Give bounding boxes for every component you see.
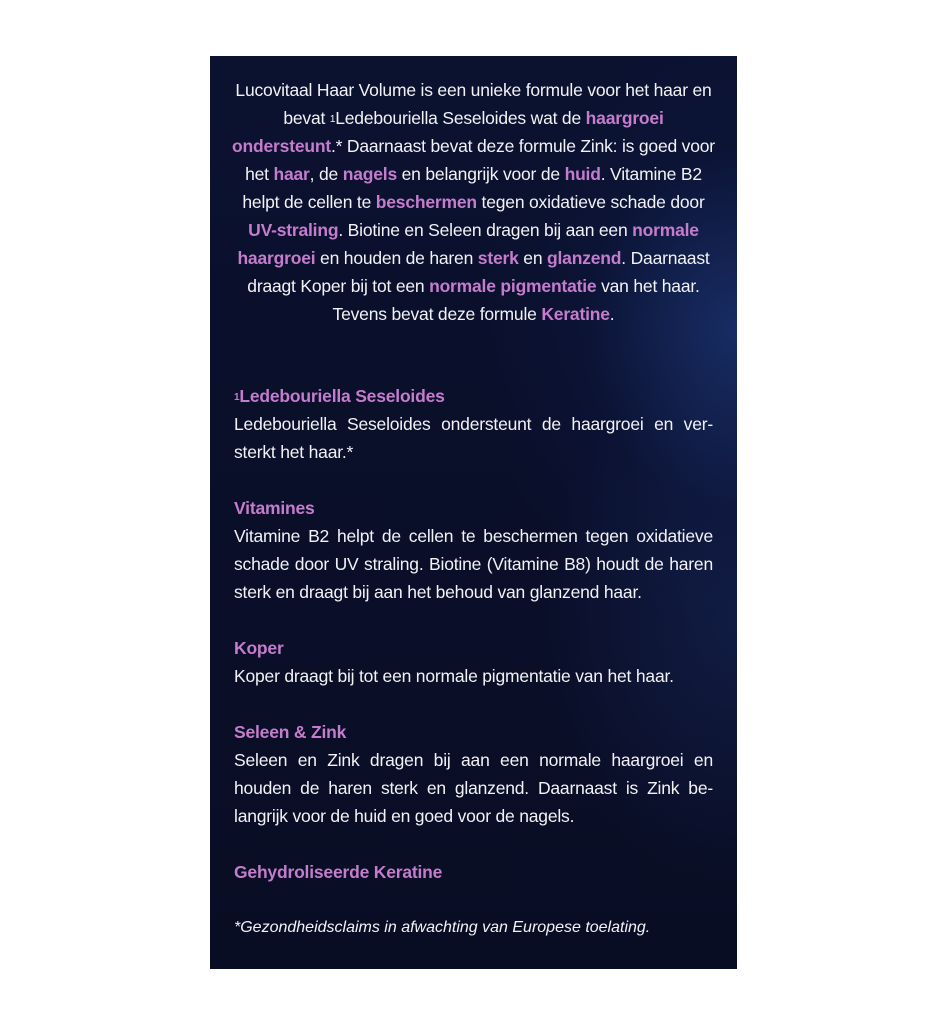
intro-text: . Daarnaast draagt Koper bij tot een bbox=[247, 248, 710, 296]
section-title: Seleen & Zink bbox=[234, 722, 347, 742]
intro-text: , de bbox=[309, 164, 343, 184]
highlight-beschermen: beschermen bbox=[375, 192, 477, 212]
highlight-nagels: nagels bbox=[342, 164, 397, 184]
section-title: Vitamines bbox=[234, 498, 315, 518]
product-info-panel bbox=[210, 56, 737, 969]
footnote-disclaimer: *Gezondheidsclaims in afwachting van Europese toelating. bbox=[234, 919, 651, 936]
section-body: Vitamine B2 helpt de cellen te beschermen tegen oxidatieve schade door UV straling. Biotine (Vitamine B8) houdt de haren sterk en draagt bij aan het behoud van glanzend haar. bbox=[234, 526, 713, 602]
highlight-glanzend: glanzend bbox=[547, 248, 622, 268]
highlight-huid: huid bbox=[564, 164, 601, 184]
section-title-text: Ledebouriella Seseloides bbox=[239, 386, 445, 406]
section-title bbox=[234, 382, 713, 410]
section-vitamines bbox=[234, 494, 713, 606]
intro-text: . bbox=[609, 304, 615, 324]
footnote-marker: 1 bbox=[234, 392, 240, 403]
section-title: Koper bbox=[234, 638, 284, 658]
highlight-haar: haar bbox=[273, 164, 310, 184]
intro-text: tegen oxidatieve schade door bbox=[476, 192, 705, 212]
intro-text: en houden de haren bbox=[315, 248, 478, 268]
highlight-uv-straling: UV-straling bbox=[248, 220, 339, 240]
intro-text: .* Daarnaast bevat deze formule Zink: is goed voor het bbox=[245, 136, 715, 184]
intro-text: en belangrijk voor de bbox=[396, 164, 565, 184]
section-body: Seleen en Zink dragen bij aan een normale haargroei en houden de haren sterk en glanzend. Daarnaast is Zink be-langrijk voor de huid en goed voor de nagels. bbox=[234, 750, 713, 826]
intro-text: Lucovitaal Haar Volume is een unieke formule voor het haar en bevat bbox=[235, 80, 712, 128]
highlight-haargroei: haargroei ondersteunt bbox=[232, 108, 664, 156]
section-title: Gehydroliseerde Keratine bbox=[234, 862, 443, 882]
intro-text: . Biotine en Seleen dragen bij aan een bbox=[338, 220, 633, 240]
section-keratine bbox=[234, 858, 713, 886]
intro-text: . Vitamine B2 helpt de cellen te bbox=[242, 164, 702, 212]
intro-paragraph bbox=[226, 76, 721, 328]
footnote-marker: 1 bbox=[329, 114, 336, 125]
intro-text: van het haar. Tevens bevat deze formule bbox=[332, 276, 700, 324]
section-body: Koper draagt bij tot een normale pigmentatie van het haar. bbox=[234, 666, 674, 686]
highlight-keratine: Keratine bbox=[541, 304, 610, 324]
intro-text: Ledebouriella Seseloides wat de bbox=[335, 108, 586, 128]
section-body: Ledebouriella Seseloides ondersteunt de haargroei en ver-sterkt het haar.* bbox=[234, 414, 713, 462]
highlight-sterk: sterk bbox=[477, 248, 519, 268]
intro-text: en bbox=[518, 248, 548, 268]
section-seleen-zink bbox=[234, 718, 713, 830]
highlight-normale-pigmentatie: normale pigmentatie bbox=[429, 276, 597, 296]
section-koper bbox=[234, 634, 713, 690]
section-ledebouriella bbox=[234, 382, 713, 466]
highlight-normale-haargroei: normale haargroei bbox=[237, 220, 699, 268]
